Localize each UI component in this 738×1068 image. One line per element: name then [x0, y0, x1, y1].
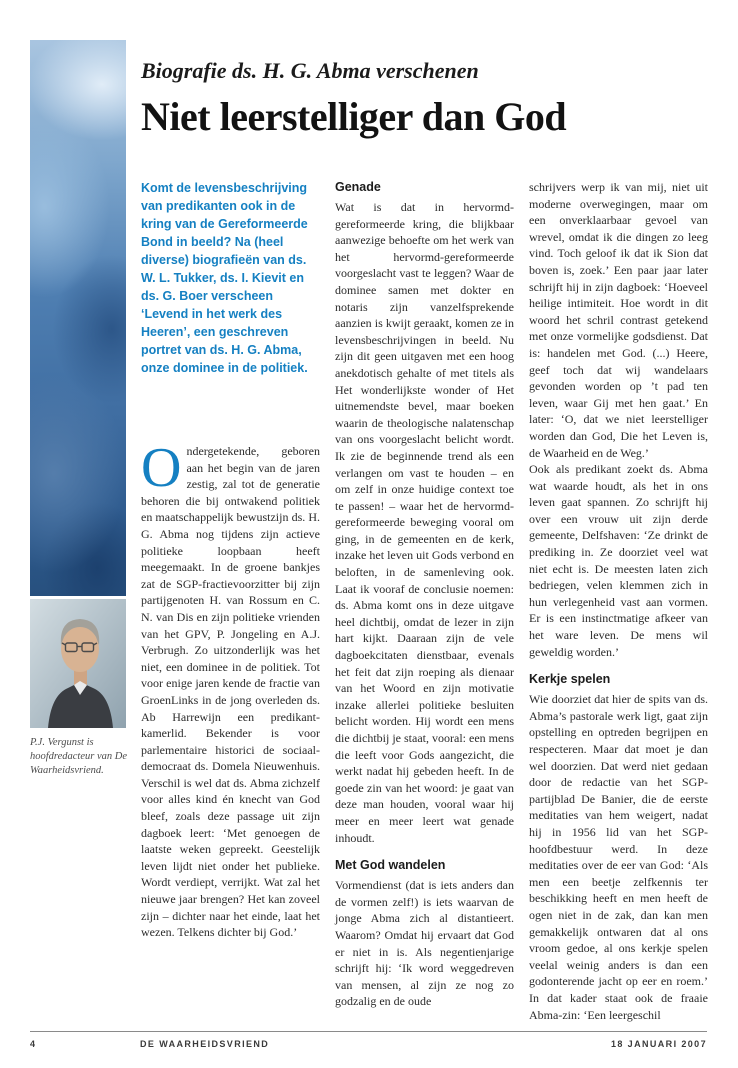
- article-title: Niet leerstelliger dan God: [141, 94, 567, 139]
- footer: [30, 1038, 707, 1052]
- footer-divider: [30, 1031, 707, 1032]
- body-paragraph: [141, 437, 320, 941]
- article-intro: Komt de levensbeschrijving van predikanten ook in de kring van de Gereformeerde Bond in beeld? Na (heel diverse) biografieën van ds. W. L. Tukker, ds. I. Kievit en ds. G. Boer verscheen ‘Levend in het werk des Heeren’, een geschreven portret van ds. H. G. Abma, onze dominee in de politiek.: [141, 181, 308, 375]
- column-2: [335, 179, 514, 1027]
- column-1: [141, 179, 320, 1027]
- drop-cap: O: [141, 437, 182, 499]
- column-3: [529, 179, 708, 1027]
- portrait-illustration: [30, 599, 126, 728]
- section-heading-kerkje-spelen: Kerkje spelen: [529, 672, 611, 687]
- section-heading-met-god-wandelen: Met God wandelen: [335, 858, 446, 873]
- author-portrait-photo: [30, 599, 126, 728]
- publication-name: DE WAARHEIDSVRIEND: [140, 1039, 270, 1049]
- portrait-caption: P.J. Vergunst is hoofdredacteur van De Waarheidsvriend.: [30, 737, 128, 776]
- section-heading-genade: Genade: [335, 180, 381, 194]
- body-paragraph: Wie doorziet dat hier de spits van ds. Abma’s pastorale werk ligt, gaat zijn opstelling en optreden begrijpen en respecteren. Maar dat moet je dan wel doorzien. Dat werd niet gedaan door de redactie van het SGP-partijblad De Banier, die de eerste meditaties van hem weigert, nadat hij in 1956 lid van het SGP-hoofdbestuur werd. In deze meditaties over de eer van God: ‘Als men een beetje zelfkennis ter beschikking heeft en men heeft de ogen niet in de zak, dan kan men gemakkelijk ontwaren dat al ons vroom gedoe, al ons kerkje spelen veelal weinig anders is dan een godonterende jacht op eer en roem.’ In dat kader staat ook de fraaie Abma-zin: ‘Een leergeschil: [529, 692, 708, 1022]
- body-paragraph: schrijvers werp ik van mij, niet uit moderne overwegingen, maar om een onverklaarbaar gevoel van wrevel, omdat ik die dingen zo leeg vind. Toch geloof ik dat ik Sion dat boven is, zoek.’ Een paar jaar later schrijft hij in zijn dagboek: ‘Hoeveel heilige intimiteit. Hoe wordt in dit woord het schril contrast getekend met onze vormelijke godsdienst. Dat is: handelen met God. (...) Heere, geef toch dat wij wandelaars gevonden worden op ’t pad ten leven, waar Gij met hen gaat.’ En later: ‘O, dat we niet leerstelliger worden dan God, Die het Leven is, de Waarheid en de Weg.’: [529, 180, 708, 460]
- article-kicker: Biografie ds. H. G. Abma verschenen: [141, 58, 479, 83]
- article-columns: [141, 179, 708, 1027]
- paragraph-text: ndergetekende, geboren aan het begin van de jaren zestig, zal tot de generatie behoren die bij ontwakend politiek en maatschappelijk bewustzijn ds. H. G. Abma nog tijdens zijn actieve politieke loopbaan heeft meegemaakt. In de groene bankjes zat de SGP-fractievoorzitter bij zijn partijgenoten H. van Rossum en C. N. van Dis en zijn politieke vrienden van het GPV, P. Jongeling en A.J. Verbrugh. Zo uitzonderlijk was het niet, een dominee in de politiek. Tot voor enige jaren kende de fractie van GroenLinks in de jong overleden ds. Ab Harrewijn een predikant-kamerlid. Bekender is voor parlementaire historici de sociaal-democraat ds. Domela Nieuwenhuis. Verschil is wel dat ds. Abma zichzelf voor alles kind én knecht van God bleef, zoals deze passage uit zijn dagboek leert: ‘Met genoegen de laatste weken gepreekt. Geestelijk leven lijdt niet onder het publieke. Wordt verdiept, verrijkt. Wat zal het nieuwe jaar brengen? Het kan zoveel zijn – dichter naar het einde, laat het wezen. Telkens dichter bij God.’: [141, 444, 320, 940]
- article: [141, 57, 708, 1027]
- cover-photo-blue: [30, 40, 126, 596]
- body-paragraph: Ook als predikant zoekt ds. Abma wat waarde houdt, als het in ons leven gaat spannen. Zo schrijft hij over een vrouw uit zijn derde gemeente, Delfshaven: ‘Ze drinkt de prediking in. Ze doorziet veel wat niet echt is. De meesten laten zich bedriegen, velen klemmen zich in hun verlegenheid vast aan vormen. Er is een instinctmatige afkeer van het ware leven. De mens wil geweldig worden.’: [529, 462, 708, 659]
- body-paragraph: Wat is dat in hervormd-gereformeerde kring, die blijkbaar aanwezige behoefte om het werk van het hervormd-gereformeerde voorgeslacht vast te leggen? Waar de dominee samen met dokter en notaris zijn vanzelfsprekende aanzien is kwijt geraakt, komen ze in levensbeschrijvingen in beeld. Nu zijn dit geen uitgaven met een hoog anekdotisch gehalte of met titels als Het wonderlijkste wonder of Het uitnemendste bevel, maar boeken waarin de theologische nalatenschap van ons voorgeslacht belicht wordt. Ik zie de beginnende trend als een verlangen om vast te houden – en om zelf in onze huidige context toe te passen! – waar het de hervormd-gereformeerde beweging vooral om ging, in de gemeenten en de kerk, inzake het leven uit Gods verbond en beloften, in de samenleving ook. Laat ik vooraf de conclusie noemen: ds. Abma komt ons in deze uitgave heel dichtbij, omdat de lezer in zijn hart kijkt. Daaraan zijn de vele dagboekcitaten dienstbaar, evenals het feit dat zijn roeping als dienaar van het Woord en zijn motivatie inzake allerlei politieke besluiten belicht worden. Hij wordt een mens die dichtbij je staat, vooral: een mens die leeft voor Gods aangezicht, die werkt nadat hij gebeden heeft. In de goede zin van het woord: je gaat van deze man houden, vooral waar hij meer en meer leert wat genade inhoudt.: [335, 200, 514, 845]
- issue-date: 18 JANUARI 2007: [610, 1039, 707, 1049]
- body-paragraph: Vormendienst (dat is iets anders dan de vormen zelf!) is iets waarvan de jonge Abma zich al distantieert. Waarom? Omdat hij ervaart dat God er niet in is. Als negentienjarige schrijft hij: ‘Ik word weggedreven van mensen, al zijn ze nog zo godzalig en de oude: [335, 878, 514, 1009]
- page-number: 4: [30, 1039, 37, 1049]
